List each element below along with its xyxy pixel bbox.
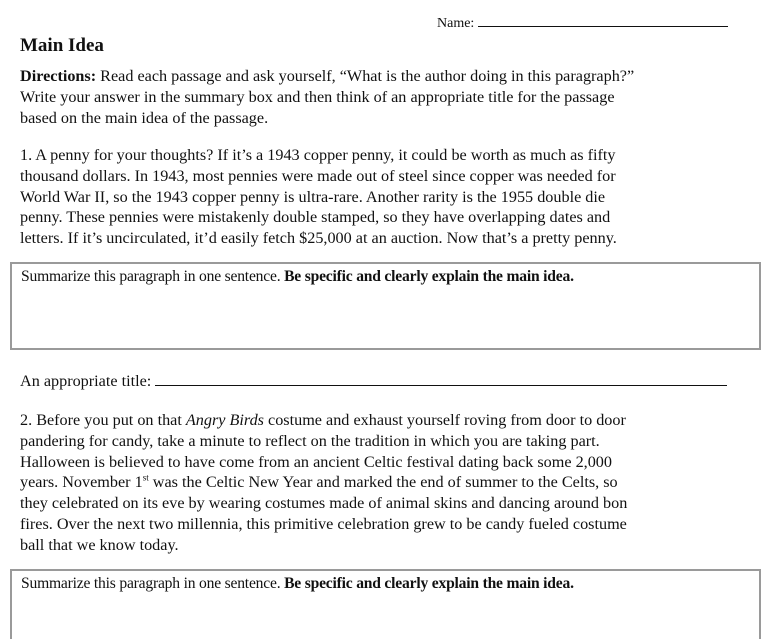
title-input-line-1[interactable] [155, 370, 727, 386]
summary-prompt-2 [21, 574, 574, 594]
passage-1-line: letters. If it’s uncirculated, it’d easily fetch $25,000 at an auction. Now that’s a pretty penny. [20, 229, 617, 248]
passage-2-line: they celebrated on its eve by wearing costumes made of animal skins and dancing around bon [20, 494, 628, 513]
passage-2-line: pandering for candy, take a minute to reflect on the tradition in which you are taking part. [20, 431, 600, 450]
passage-1-line: 1. A penny for your thoughts? If it’s a 1943 copper penny, it could be worth as much as fifty [20, 146, 616, 164]
passage-1-line: penny. These pennies were mistakenly double stamped, so they have overlapping dates and [20, 208, 611, 227]
name-field-row [437, 12, 728, 33]
summary-box-1[interactable] [10, 262, 761, 350]
italic-title: Angry Birds [185, 411, 264, 429]
passage-2-line: ball that we know today. [20, 535, 179, 554]
passage-2-line [20, 472, 760, 493]
page-title: Main Idea [20, 35, 104, 56]
passage-1-line: thousand dollars. In 1943, most pennies were made out of steel since copper was needed for [20, 166, 616, 185]
summary-prompt-text: Summarize this paragraph in one sentence. [21, 268, 285, 285]
passage-2-line: fires. Over the next two millennia, this primitive celebration grew to be candy fueled costume [20, 514, 627, 533]
passage-2 [20, 410, 760, 556]
directions-line-1: Read each passage and ask yourself, “What is the author doing in this paragraph?” [96, 67, 635, 85]
text: was the Celtic New Year and marked the end of summer to the Celts, so [148, 473, 618, 492]
summary-prompt-bold: Be specific and clearly explain the main idea. [284, 268, 574, 285]
text: 2. Before you put on that [20, 411, 186, 429]
passage-2-line: Halloween is believed to have come from an ancient Celtic festival dating back some 2,000 [20, 452, 612, 471]
text: costume and exhaust yourself roving from door to door [263, 411, 626, 429]
title-label: An appropriate title: [20, 372, 152, 390]
text: years. November 1 [20, 473, 143, 492]
summary-prompt-1 [21, 267, 574, 287]
passage-1-line: World War II, so the 1943 copper penny is ultra-rare. Another rarity is the 1955 double die [20, 187, 606, 206]
passage-2-line [20, 410, 760, 431]
name-input-line[interactable] [478, 12, 728, 27]
directions [20, 66, 760, 128]
summary-prompt-bold: Be specific and clearly explain the main idea. [284, 575, 574, 592]
directions-line-2: Write your answer in the summary box and then think of an appropriate title for the passage [20, 87, 615, 106]
summary-box-2[interactable] [10, 569, 761, 639]
name-label: Name: [437, 16, 475, 31]
summary-prompt-text: Summarize this paragraph in one sentence. [21, 575, 285, 592]
directions-line-3: based on the main idea of the passage. [20, 108, 269, 127]
ordinal-suffix: st [142, 473, 149, 483]
passage-1 [20, 145, 760, 249]
directions-label: Directions: [20, 67, 97, 85]
title-field-row-1 [20, 370, 727, 391]
